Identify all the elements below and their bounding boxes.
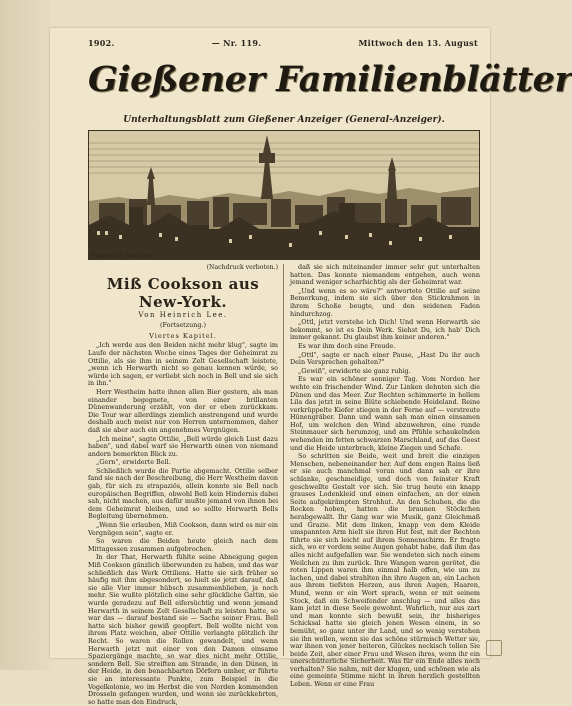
- left-column: [88, 264, 278, 706]
- column-divider: [283, 264, 284, 656]
- paragraph: Schließlich wurde die Partie abgemacht. Ottilie selber fand sie nach der Beschreibung, die Herr Westheim davon gab, für sich zu strapaziös, allein konnte sie Bell nach europäischen Begriffen, obwohl Bell kein Hindernis dabei sah, nicht machen, aus dafür mußte jemand von ihnen bei dem Geheimrat bleiben, und so sollte Herwarth Bells Begleitung übernehmen.: [88, 466, 278, 521]
- issue-number: — Nr. 119.: [211, 38, 262, 48]
- paragraph: daß sie sich miteinander immer sehr gut unterhalten hatten. Das konnte niemandem entgehen, auch wenn jemand weniger scharfsichtig als der Geheimrat war.: [290, 263, 480, 287]
- scan-corner-mark: [486, 640, 502, 656]
- paragraph: „Gewiß", erwiderte sie ganz ruhig.: [298, 366, 411, 375]
- city-skyline-image: [89, 131, 479, 259]
- right-column: [290, 263, 480, 689]
- paragraph: So schritten sie Beide, weit und breit die einzigen Menschen, nebeneinander her. Auf dem engen Rains ließ er sie auch manchmal voran und dann sah er ihre schlanke, geschmeidige, und doch von feinster Kraft geschwellte Gestalt vor sich. Sie trug heute ein knapp grauses Lodenkleid und einen einfachen, an der einen Seite aufgekrämpten Strohhut. An den Schuhen, die die Rocken hoben, hatten die braunen Stöckchen herabgewallt. Ihr Gang war wie Musik, ganz Gleichmaß und Grazie. Mit dem linken, knapp von dem Kleide umspannten Arm hielt sie ihren Hut fest, mit der Rechten führte sie sich leicht auf ihrem Sonnenschirm. Er fragte sich, wo er vordem seine Augen gehabt habe, daß ihm das alles nicht aufgefallen war. Sie wendeten sich nach einem Weilchen zu ihm zurück. Ihre Wangen waren gerötet, die roten Lippen waren ihm einmal halb offen, wie um zu lachen, und dabei strahlten ihn ihre Augen an, ein Lachen aus ihrem tiefsten Herzen, aus ihren Augen, Haaren, Mund, wenn er ein Wort sprach, wenn er mit seinem Stock, daß ein Schweifender anschlug — und alles das kam jetzt in diese Seele gewohnt. Wahrlich, nur aus zart und man konnte sich bewußt sein, ihr bisheriges Schicksal hatte sie gleich jenen Wesen einem, in so bemüht, so ganz unter ihr Land, und so wenig verstehen sie ihn wollen, wenn sie das schöne stürmisch Wetter sie, war ihnen von jener heiteren, Glückes neckisch tollen Sie beide Zeit, aber einer Frau und Wesen ihres, wenn ihr ein unerschütterliche Sicherheit. Was für ein Ende alles noch verhalten? Sie nahm, mit der klugen, und schönen wie als eine gemeinte Stimme nicht in ihren herzlich gestellten Leben. Wenn er eine Frau: [290, 452, 480, 689]
- issue-date: Mittwoch den 13. August: [358, 38, 478, 48]
- paragraph: „Ich meine", sagte Ottilie, „Bell würde gleich Lust dazu haben", und dabei warf sie Herwarth einen von niemand andern bemerkten Blick zu.: [88, 434, 278, 458]
- paragraph: „Ottl", sagte er nach einer Pause, „Hast Du ihr auch Dein Versprechen gehalten?": [290, 350, 480, 367]
- paragraph: „Und wenn es so wäre?" antwortete Ottilie auf seine Bemerkung, indem sie sich über den Stickrahmen in ihrem Schoße beugte, und den seidenen Faden hindurchzog.: [290, 286, 480, 318]
- paragraph: „Ottl, jetzt verstehe ich Dich! Und wenn Herwarth sie bekommt, so ist es Dein Werk. Siehst Du, ich hab' Dich immer gekannt. Du glaubst ihm keiner anderen.": [290, 318, 480, 342]
- continuation-note: (Fortsetzung.): [160, 321, 206, 330]
- story-author: Von Heinrich Lee.: [138, 310, 228, 319]
- paragraph: Es war ihm doch eine Freude.: [298, 341, 396, 350]
- issue-header: [88, 38, 478, 48]
- newspaper-page: [50, 28, 572, 706]
- masthead-title: Gießener Familienblätter: [88, 59, 572, 100]
- chapter-heading: Viertes Kapitel.: [149, 331, 217, 340]
- reprint-notice: (Nachdruck verboten.): [206, 264, 278, 271]
- engraving-caption: Photogr. Aufn. E. Maul, Gießen.: [91, 253, 154, 258]
- paragraph: Herr Westheim hatte ihnen allen Bier gestern, als man einander begegnete, von einer brillanten Dünenwanderung erzählt, von der er eben zurückkam. Die Tour war allerdings ziemlich anstrengend und wurde deshalb auch meist nur von Herren unternommen, daher daß sie aber auch ein angenehmes Vergnügen.: [88, 387, 278, 434]
- paragraph: „Gern", erwiderte Bell.: [96, 458, 171, 467]
- scan-left-margin: [0, 0, 50, 670]
- city-engraving-illustration: [88, 130, 480, 260]
- paragraph: Es war ein schöner sonniger Tag. Vom Norden her wehte ein frischender Wind. Zur Linken dehnten sich die Dünen und das Meer. Zur Rechten schimmerte in hellem Lila das jetzt in seine Blüte schiebende Heideland. Reine verkrüppelte Kiefer stiegen in der Ferne auf — verstreute Hünengräber. Dann und wann sah man einen einsamen Hof, um welchen den Wind abzuwehren, eine runde Steinmauer sich herumzog, und am Pfühle schaukelnden wehenden im fetten schwarzen Marschland, auf das Geest und die Heide unterbrach, kleine Ziegen und Schafe.: [290, 375, 480, 452]
- paragraph: So waren die Beiden heute gleich nach dem Mittagessen zusammen aufgebrochen.: [88, 537, 278, 553]
- paragraph: „Ich werde aus den Beiden nicht mehr klug", sagte im Laufe der nächsten Woche eines Tages der Geheimrat zu Ottilie, als sie ihm in seinem Zelt Gesellschaft leistete, „wenn ich Herwarth nicht so genau kennen würde, so würde ich sagen, er verliebt sich noch in Bell und sie sich in ihn.": [88, 341, 278, 388]
- masthead-subtitle: Unterhaltungsblatt zum Gießener Anzeiger (General-Anzeiger).: [123, 115, 445, 125]
- paragraph: „Wenn Sie erlauben, Miß Cookson, dann wird es mir ein Vergnügen sein", sagte er.: [88, 521, 278, 537]
- issue-year: 1902.: [88, 38, 115, 48]
- story-title: Miß Cookson aus New-York.: [106, 274, 260, 311]
- paragraph: In der That, Herwarth fühlte seine Abneigung gegen Miß Cookson gänzlich überwunden zu haben, und das war schließlich das Werk Ottiliens. Hatte sie sich früher so häufig mit ihm abgesondert, so hielt sie jetzt darauf, daß sie alle Vier immer hübsch zusammenblieben, ja noch mehr. Sie wußte plötzlich eine sehr glückliche Gattin, sie wurde geradezu auf Bell eifersüchtig und wenn jemand Herwarth in seinem Zelt Gesellschaft zu leisten hatte, so war das — darauf bestand sie — Sache seiner Frau. Bell hatte sich bisher gewiß geopfert. Bell wollte nicht von ihrem Platz weichen, aber Ottilie verlangte plötzlich ihr Recht. So waren die Rollen gewandelt, und wenn Herwarth jetzt mit einer von den Damen einsame Spaziergänge machte, so war dies nicht mehr Ottilie, sondern Bell. Sie streiften am Strande, in den Dünen, in der Heide, in den benachbarten Dörfern umher, er führte sie an interessante Punkte, zum Beispiel in die Vogelkolonie, wo im Herbst die von Norden kommenden Drosseln gefangen wurden, und wenn sie zurückkehrten, so hatte man den Eindruck,: [88, 553, 278, 706]
